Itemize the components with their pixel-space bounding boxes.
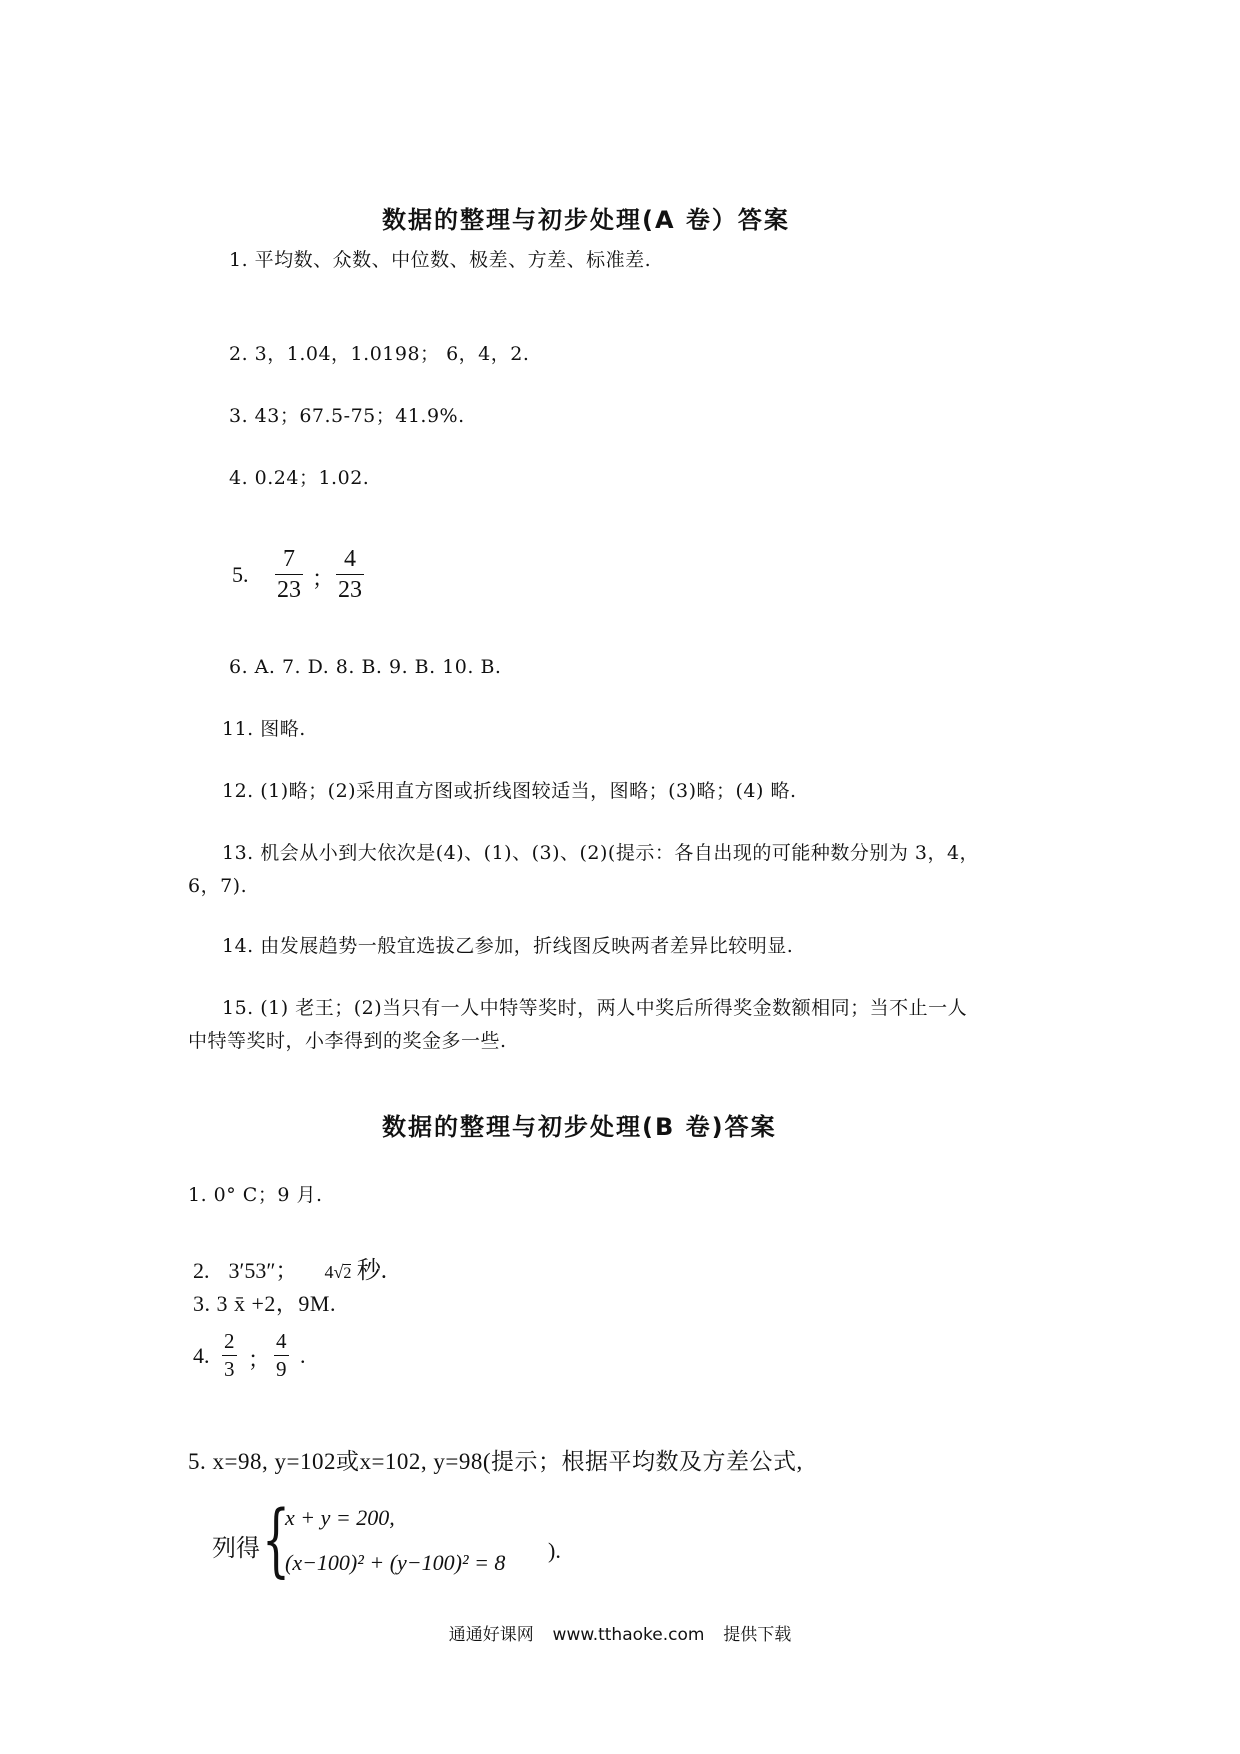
answer-a-5-label: 5. [232, 562, 249, 587]
left-brace-icon: { [262, 1493, 290, 1586]
fraction-numerator: 4 [344, 546, 356, 572]
answer-a-15-line-2: 中特等奖时，小李得到的奖金多一些. [188, 1030, 507, 1052]
answer-a-15-line-1: 15. (1) 老王；(2)当只有一人中特等奖时，两人中奖后所得奖金数额相同；当不止一人 [222, 997, 968, 1019]
fraction-bar [275, 574, 303, 575]
answer-b-4-fraction-1 [222, 1329, 237, 1382]
answer-b-5-suffix: ). [548, 1538, 561, 1563]
answer-b-5-equation-1: x + y = 200, [285, 1505, 395, 1530]
answer-b-1: 1. 0° C；9 月. [188, 1184, 323, 1206]
fraction-bar [336, 574, 364, 575]
answer-b-2-radicand: 2 [343, 1265, 352, 1282]
fraction-denominator: 3 [224, 1357, 235, 1381]
answer-a-5-fraction-1 [275, 545, 303, 604]
section-b-title: 数据的整理与初步处理(B 卷)答案 [382, 1113, 777, 1141]
answer-b-2-coefficient: 4 [324, 1262, 334, 1282]
fraction-numerator: 7 [283, 546, 295, 572]
answer-b-2 [193, 1250, 387, 1285]
answer-a-11: 11. 图略. [222, 718, 306, 740]
answer-a-5-separator: ； [312, 566, 335, 591]
footer-site-name: 通通好课网 [448, 1625, 534, 1645]
answer-a-12: 12. (1)略；(2)采用直方图或折线图较适当，图略；(3)略；(4) 略. [222, 780, 797, 802]
answer-b-5-equation-2: (x−100)² + (y−100)² = 8 [285, 1550, 506, 1575]
answer-a-13-line-2: 6，7). [188, 875, 248, 897]
answer-b-4-separator: ； [248, 1347, 271, 1372]
answer-a-14: 14. 由发展趋势一般宜选拔乙参加，折线图反映两者差异比较明显. [222, 935, 794, 957]
fraction-numerator: 4 [276, 1329, 287, 1353]
footer-note: 提供下载 [723, 1625, 792, 1645]
fraction-bar [274, 1355, 289, 1356]
answer-b-4-label: 4. [193, 1343, 210, 1368]
answer-b-2-time: 3′53″； [228, 1258, 298, 1283]
answer-a-6-10: 6. A. 7. D. 8. B. 9. B. 10. B. [229, 656, 502, 678]
sqrt-icon: √ [333, 1262, 344, 1282]
answer-a-1: 1. 平均数、众数、中位数、极差、方差、标准差. [229, 249, 652, 271]
section-a-title: 数据的整理与初步处理(A 卷）答案 [382, 206, 790, 234]
answer-b-4-end: . [300, 1343, 306, 1368]
answer-b-2-unit: 秒. [356, 1258, 387, 1284]
answer-a-2: 2. 3，1.04，1.0198； 6，4，2. [229, 343, 530, 365]
answer-b-3: 3. 3 x̄ +2，9M. [193, 1291, 336, 1316]
footer-url[interactable]: www.tthaoke.com [552, 1625, 705, 1645]
answer-a-5-fraction-2 [336, 545, 364, 604]
answer-b-2-label: 2. [193, 1258, 210, 1283]
fraction-denominator: 9 [276, 1357, 287, 1381]
fraction-numerator: 2 [224, 1329, 235, 1353]
answer-a-3: 3. 43；67.5-75；41.9%. [229, 405, 465, 427]
answer-b-5-line-1: 5. x=98, y=102或x=102, y=98(提示；根据平均数及方差公式, [188, 1449, 803, 1474]
fraction-denominator: 23 [338, 577, 362, 603]
fraction-denominator: 23 [277, 577, 301, 603]
answer-b-5-prefix: 列得 [212, 1536, 260, 1562]
answer-a-4: 4. 0.24；1.02. [229, 467, 370, 489]
answer-a-13-line-1: 13. 机会从小到大依次是(4)、(1)、(3)、(2)(提示：各自出现的可能种数分别为 3，4， [222, 842, 980, 864]
page-footer [0, 1620, 1240, 1645]
answer-b-4-fraction-2 [274, 1329, 289, 1382]
fraction-bar [222, 1355, 237, 1356]
